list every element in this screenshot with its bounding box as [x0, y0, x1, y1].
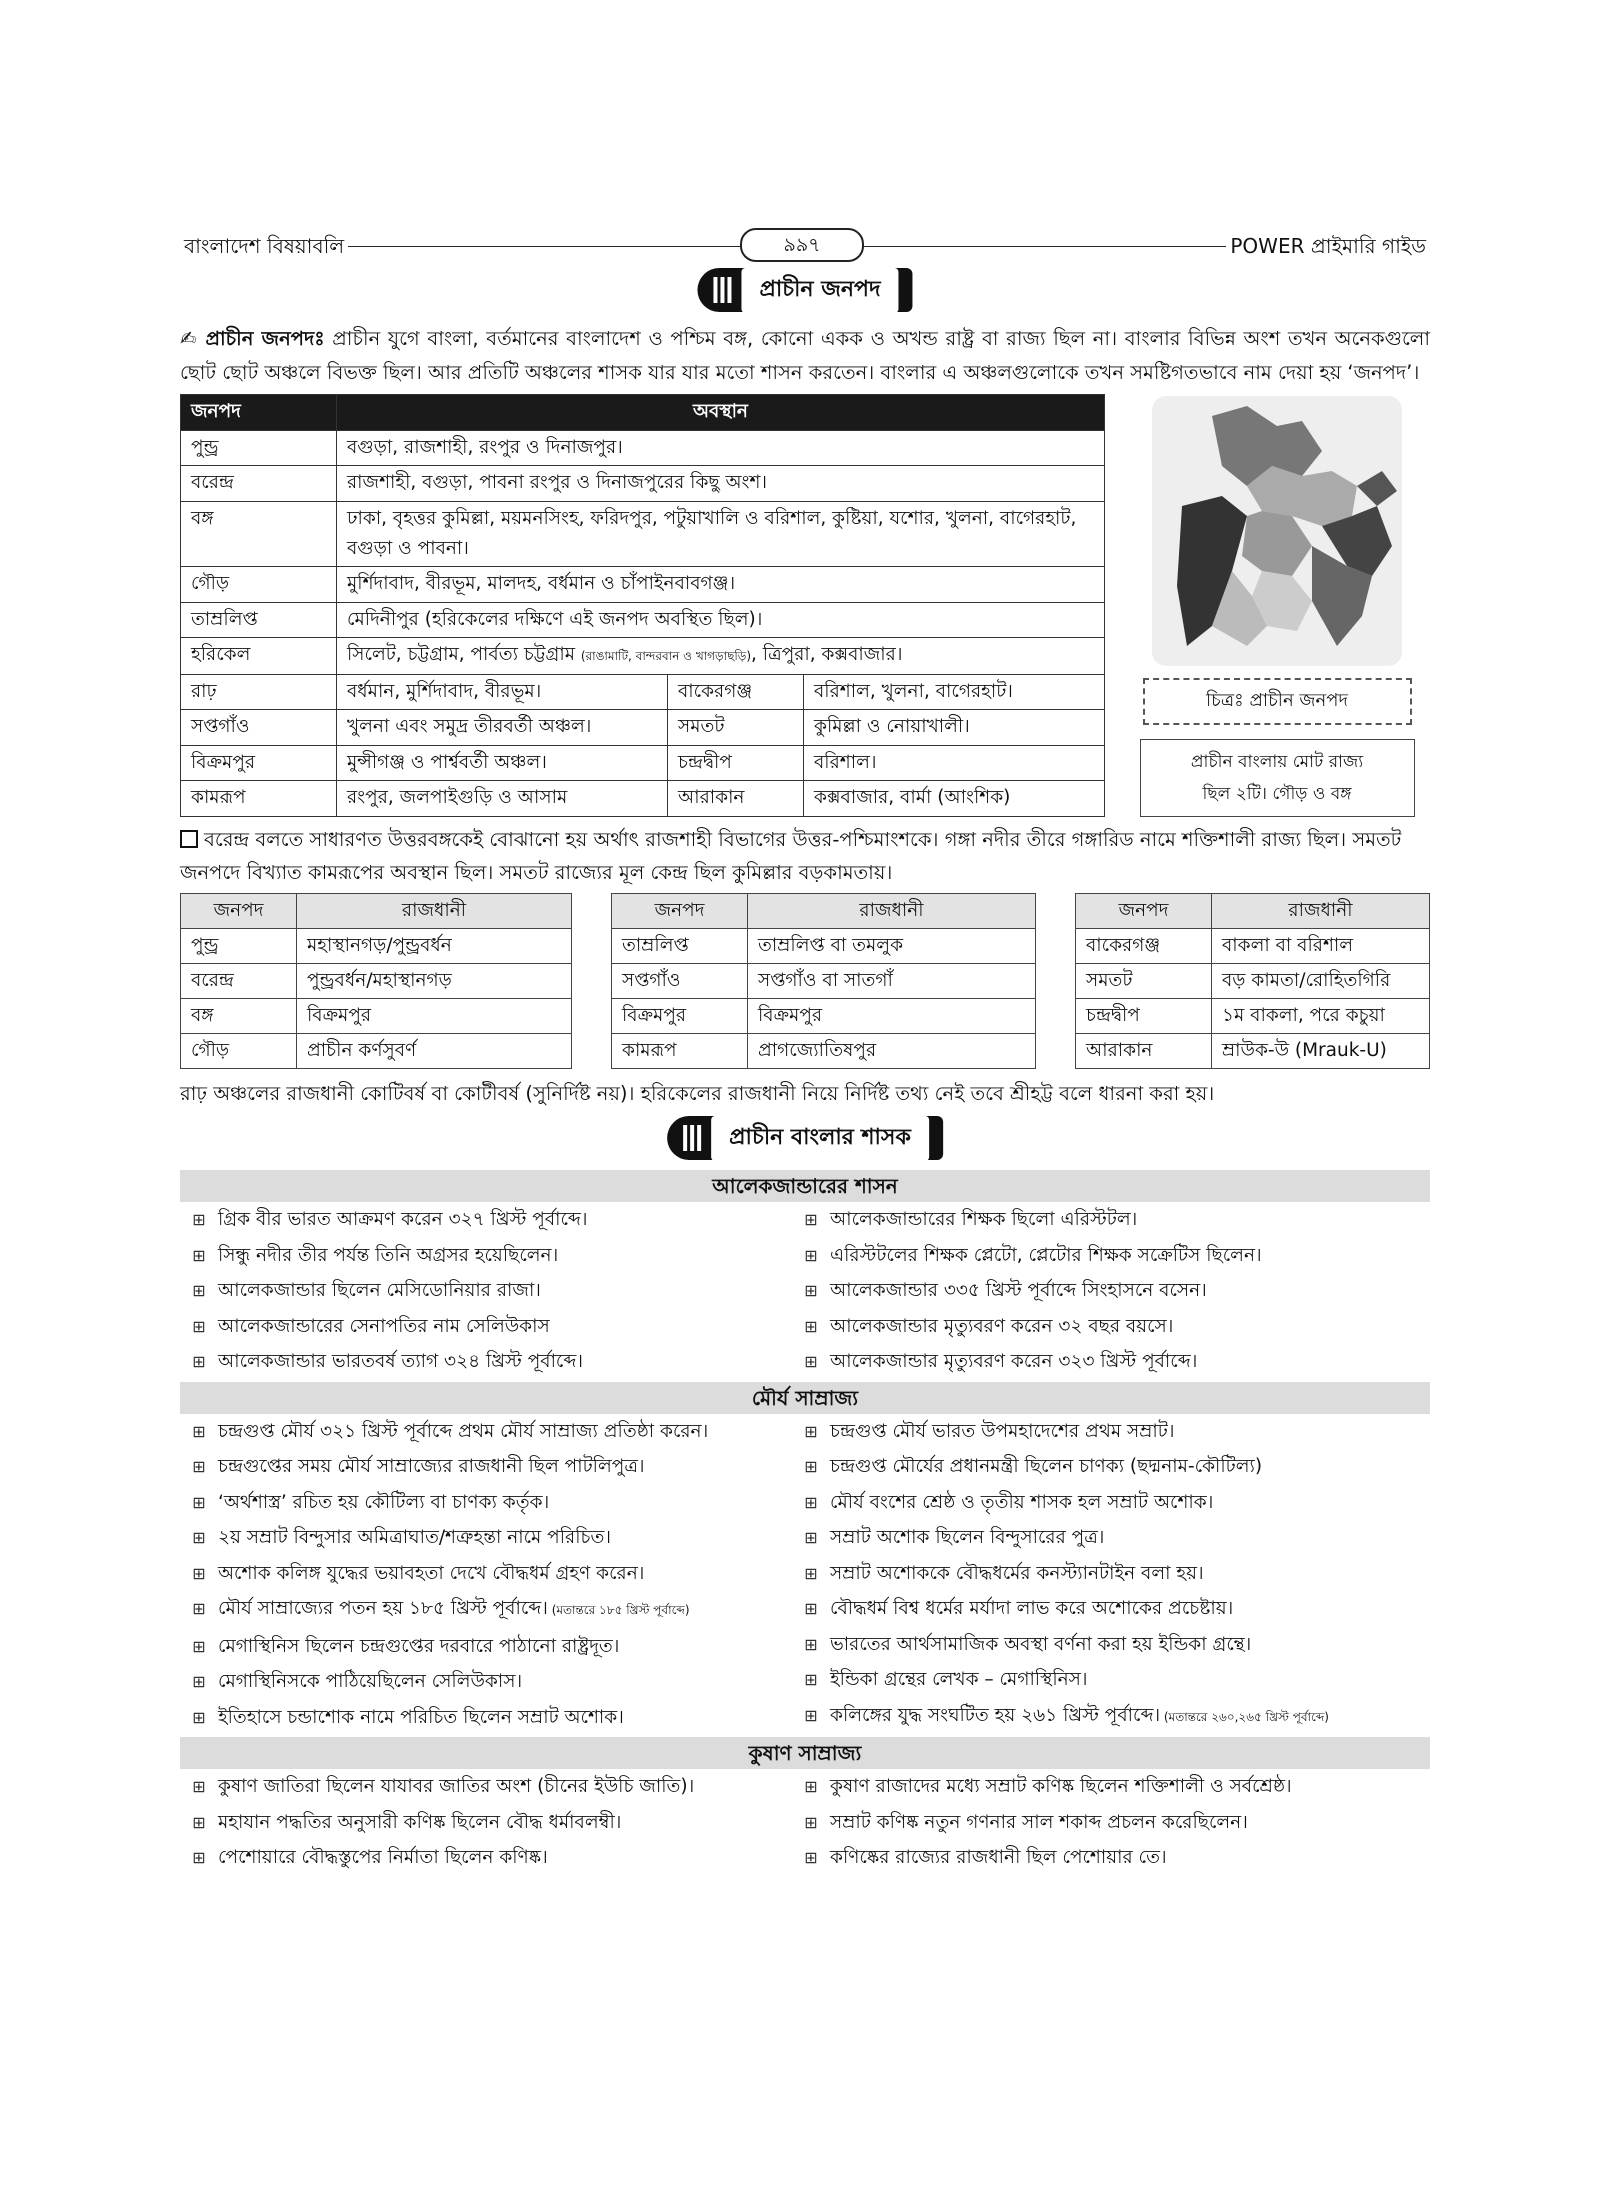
table-cell: কুমিল্লা ও নোয়াখালী।	[804, 710, 1105, 746]
table-cell: বিক্রমপুর	[181, 745, 337, 781]
capitals-tables	[180, 893, 1430, 1069]
capital-table-1	[180, 893, 572, 1069]
table-row	[181, 781, 1105, 817]
list-item	[180, 1840, 792, 1876]
bullet-icon: ⊞	[804, 1316, 818, 1336]
table-row	[1076, 964, 1430, 999]
side-panel	[1127, 394, 1427, 817]
item-text: মেগাস্থিনিস ছিলেন চন্দ্রগুপ্তের দরবারে পাঠানো রাষ্ট্রদূত।	[218, 1635, 620, 1657]
list-item	[180, 1344, 792, 1380]
capital-table-3	[1075, 893, 1430, 1069]
bullet-icon: ⊞	[804, 1812, 818, 1832]
table-row	[181, 567, 1105, 603]
table-cell: ঢাকা, বৃহত্তর কুমিল্লা, ময়মনসিংহ, ফরিদপুর, পটুয়াখালি ও বরিশাল, কুষ্টিয়া, যশোর, খুলনা, বাগেরহাট, বগুড়া ও পাবনা।	[337, 501, 1105, 567]
table-header: জনপদ	[1076, 894, 1212, 929]
bullet-icon: ⊞	[192, 1599, 206, 1618]
item-text: আলেকজান্ডার ভারতবর্ষ ত্যাগ ৩২৪ খ্রিস্ট পূর্বাব্দে।	[218, 1351, 583, 1372]
page-number: ৯৯৭	[740, 228, 864, 262]
item-text: মৌর্য বংশের শ্রেষ্ঠ ও তৃতীয় শাসক হল সম্রাট অশোক।	[830, 1491, 1214, 1513]
table-cell: চন্দ্রদ্বীপ	[668, 745, 804, 781]
table-header: অবস্থান	[337, 395, 1105, 431]
item-text: ইন্ডিকা গ্রন্থের লেখক – মেগাস্থিনিস।	[830, 1669, 1088, 1690]
rarh-paragraph: রাঢ় অঞ্চলের রাজধানী কোটিবর্ষ বা কোটীবর্ষ (সুনির্দিষ্ট নয়)। হরিকেলের রাজধানী নিয়ে নির্দিষ্ট তথ্য নেই তবে শ্রীহট্ট বলে ধারনা করা হয়।	[180, 1082, 1215, 1105]
list-item	[180, 1414, 792, 1450]
list-item	[180, 1769, 792, 1805]
list-item	[792, 1520, 1430, 1556]
table-cell: মুর্শিদাবাদ, বীরভূম, মালদহ, বর্ধমান ও চাঁপাইনবাবগঞ্জ।	[337, 567, 1105, 603]
table-cell: তাম্রলিপ্ত	[181, 602, 337, 638]
note-line: প্রাচীন বাংলায় মোট রাজ্য	[1190, 752, 1364, 772]
section-banner-rulers	[180, 1114, 1430, 1164]
table-cell: পুন্ড্র	[181, 430, 337, 466]
list-item	[180, 1664, 792, 1700]
table-cell: মহাস্থানগড়/পুন্ড্রবর্ধন	[297, 929, 572, 964]
table-cell: বঙ্গ	[181, 501, 337, 567]
bullet-icon: ⊞	[192, 1316, 206, 1336]
bullet-icon: ⊞	[192, 1672, 206, 1691]
table-cell: বরিশাল।	[804, 745, 1105, 781]
table-cell: বর্ধমান, মুর্শিদাবাদ, বীরভূম।	[337, 674, 668, 710]
item-text: সিন্ধু নদীর তীর পর্যন্ত তিনি অগ্রসর হয়েছিলেন।	[218, 1244, 559, 1266]
item-text: অশোক কলিঙ্গ যুদ্ধের ভয়াবহতা দেখে বৌদ্ধধর্ম গ্রহণ করেন।	[218, 1562, 645, 1584]
table-cell: বাকেরগঞ্জ	[668, 674, 804, 710]
table-cell: চন্দ্রদ্বীপ	[1076, 999, 1212, 1034]
header-left: বাংলাদেশ বিষয়াবলি	[180, 232, 348, 265]
bullet-icon: ⊞	[192, 1777, 206, 1796]
item-text: বৌদ্ধধর্ম বিশ্ব ধর্মের মর্যাদা লাভ করে অশোকের প্রচেষ্টায়।	[830, 1598, 1234, 1619]
table-cell: মুন্সীগঞ্জ ও পার্শ্ববর্তী অঞ্চল।	[337, 745, 668, 781]
pencil-icon	[713, 277, 731, 303]
table-row	[181, 674, 1105, 710]
table-cell: বিক্রমপুর	[748, 999, 1036, 1034]
table-cell: সপ্তগাঁও	[612, 964, 748, 999]
cell-text: সিলেট, চট্টগ্রাম, পার্বত্য চট্টগ্রাম	[347, 644, 581, 666]
item-text: ভারতের আর্থসামাজিক অবস্থা বর্ণনা করা হয় ইন্ডিকা গ্রন্থে।	[830, 1633, 1252, 1655]
bullet-icon: ⊞	[192, 1492, 206, 1512]
bullet-icon: ⊞	[192, 1281, 206, 1300]
list-item	[180, 1273, 792, 1309]
list-item	[792, 1449, 1430, 1485]
intro-text: প্রাচীন যুগে বাংলা, বর্তমানের বাংলাদেশ ও পশ্চিম বঙ্গ, কোনো একক ও অখন্ড রাষ্ট্র বা রাজ্য ছিল না। বাংলার বিভিন্ন অংশ তখন অনেকগুলো ছোট ছোট অঞ্চলে বিভক্ত ছিল। আর প্রতিটি অঞ্চলের শাসক যার যার মতো শাসন করতেন। বাংলার এ অঞ্চলগুলোকে তখন সমষ্টিগতভাবে নাম দেয়া হয় ‘জনপদ’।	[180, 327, 1430, 384]
table-header: রাজধানী	[748, 894, 1036, 929]
table-cell: বরিশাল, খুলনা, বাগেরহাট।	[804, 674, 1105, 710]
table-cell: হরিকেল	[181, 638, 337, 675]
item-text: চন্দ্রগুপ্ত মৌর্য ভারত উপমহাদেশের প্রথম সম্রাট।	[830, 1420, 1175, 1442]
item-text: আলেকজান্ডার মৃত্যুবরণ করেন ৩২ বছর বয়সে।	[830, 1315, 1174, 1337]
table-row	[181, 745, 1105, 781]
list-item	[180, 1591, 792, 1629]
list-item	[792, 1414, 1430, 1450]
table-cell: ১ম বাকলা, পরে কচুয়া	[1212, 999, 1430, 1034]
list-item	[792, 1273, 1430, 1309]
table-cell: মেদিনীপুর (হরিকেলের দক্ষিণে এই জনপদ অবস্থিত ছিল)।	[337, 602, 1105, 638]
table-cell: আরাকান	[1076, 1034, 1212, 1069]
table-cell: কক্সবাজার, বার্মা (আংশিক)	[804, 781, 1105, 817]
bullet-icon: ⊞	[804, 1528, 818, 1547]
table-header: জনপদ	[181, 395, 337, 431]
list-item	[792, 1309, 1430, 1345]
list-item	[180, 1520, 792, 1556]
square-bullet-icon	[180, 830, 198, 848]
page-header	[180, 222, 1430, 262]
table-cell: বরেন্দ্র	[181, 466, 337, 502]
cell-note: (রাঙামাটি, বান্দরবান ও খাগড়াছড়ি)	[580, 649, 752, 664]
table-row	[612, 999, 1036, 1034]
list-item	[792, 1840, 1430, 1876]
map-illustration	[1152, 396, 1402, 666]
bullet-icon: ⊞	[804, 1245, 818, 1265]
list-item	[792, 1485, 1430, 1521]
item-text: আলেকজান্ডার ৩৩৫ খ্রিস্ট পূর্বাব্দে সিংহাসনে বসেন।	[830, 1280, 1207, 1301]
bullet-icon: ⊞	[192, 1636, 206, 1656]
list-item	[792, 1769, 1430, 1805]
alexander-facts	[180, 1202, 1430, 1380]
table-cell: সমতট	[1076, 964, 1212, 999]
item-text: কুষাণ রাজাদের মধ্যে সম্রাট কণিষ্ক ছিলেন শক্তিশালী ও সর্বশ্রেষ্ঠ।	[830, 1776, 1292, 1797]
list-item	[180, 1700, 792, 1736]
item-text: আলেকজান্ডারের সেনাপতির নাম সেলিউকাস	[218, 1315, 550, 1337]
bullet-icon: ⊞	[192, 1812, 206, 1832]
table-header: রাজধানী	[1212, 894, 1430, 929]
list-item	[792, 1627, 1430, 1663]
table-row	[612, 1034, 1036, 1069]
table-cell: খুলনা এবং সমুদ্র তীরবর্তী অঞ্চল।	[337, 710, 668, 746]
bullet-icon: ⊞	[804, 1634, 818, 1654]
list-item	[180, 1238, 792, 1274]
bullet-icon: ⊞	[804, 1563, 818, 1583]
table-row	[181, 430, 1105, 466]
table-cell: তাম্রলিপ্ত	[612, 929, 748, 964]
subsection-maurya: মৌর্য সাম্রাজ্য	[180, 1382, 1430, 1414]
map-caption: চিত্রঃ প্রাচীন জনপদ	[1143, 678, 1412, 725]
item-text: চন্দ্রগুপ্তের সময় মৌর্য সাম্রাজ্যের রাজধানী ছিল পাটলিপুত্র।	[218, 1456, 645, 1477]
bullet-icon: ⊞	[192, 1528, 206, 1547]
section-banner-janapada	[180, 266, 1430, 316]
table-row	[1076, 1034, 1430, 1069]
table-row	[612, 929, 1036, 964]
table-row	[181, 638, 1105, 675]
table-cell: রাজশাহী, বগুড়া, পাবনা রংপুর ও দিনাজপুরের কিছু অংশ।	[337, 466, 1105, 502]
table-cell: বিক্রমপুর	[612, 999, 748, 1034]
list-item	[792, 1805, 1430, 1841]
page	[180, 222, 1430, 1876]
bullet-icon: ⊞	[804, 1421, 818, 1441]
capital-table-2	[611, 893, 1036, 1069]
bullet-icon: ⊞	[804, 1599, 818, 1618]
list-item	[180, 1485, 792, 1521]
list-item	[180, 1556, 792, 1592]
item-text: এরিস্টটলের শিক্ষক প্লেটো, প্লেটোর শিক্ষক সক্রেটিস ছিলেন।	[830, 1244, 1262, 1266]
item-text: কুষাণ জাতিরা ছিলেন যাযাবর জাতির অংশ (চীনের ইউচি জাতি)।	[218, 1776, 695, 1797]
table-cell: পুন্ড্রবর্ধন/মহাস্থানগড়	[297, 964, 572, 999]
bullet-icon: ⊞	[804, 1705, 818, 1725]
list-item	[792, 1591, 1430, 1627]
bullet-icon: ⊞	[192, 1848, 206, 1867]
table-row	[181, 964, 572, 999]
item-text: ‘অর্থশাস্ত্র’ রচিত হয় কৌটিল্য বা চাণক্য কর্তৃক।	[218, 1491, 550, 1513]
table-cell: রাঢ়	[181, 674, 337, 710]
item-text: মৌর্য সাম্রাজ্যের পতন হয় ১৮৫ খ্রিস্ট পূর্বাব্দে।	[218, 1598, 548, 1619]
table-header: জনপদ	[181, 894, 297, 929]
table-cell: গৌড়	[181, 1034, 297, 1069]
table-cell: সমতট	[668, 710, 804, 746]
table-cell: কামরূপ	[612, 1034, 748, 1069]
table-row	[181, 999, 572, 1034]
list-item	[792, 1202, 1430, 1238]
bullet-icon: ⊞	[804, 1352, 818, 1371]
item-text: ২য় সম্রাট বিন্দুসার অমিত্রাঘাত/শত্রুহন্তা নামে পরিচিত।	[218, 1527, 611, 1548]
list-item	[180, 1805, 792, 1841]
bullet-icon: ⊞	[804, 1457, 818, 1476]
table-row	[181, 602, 1105, 638]
table-row	[181, 466, 1105, 502]
table-cell: বরেন্দ্র	[181, 964, 297, 999]
list-item	[180, 1202, 792, 1238]
table-cell: প্রাচীন কর্ণসুবর্ণ	[297, 1034, 572, 1069]
table-cell: সপ্তগাঁও	[181, 710, 337, 746]
table-cell	[337, 638, 1105, 675]
list-item	[792, 1698, 1430, 1736]
item-text: সম্রাট অশোককে বৌদ্ধধর্মের কনস্ট্যানটাইন বলা হয়।	[830, 1562, 1204, 1584]
bullet-icon: ⊞	[192, 1245, 206, 1265]
janapada-location-table	[180, 394, 1105, 817]
bullet-icon: ⊞	[804, 1281, 818, 1300]
item-text: আলেকজান্ডারের শিক্ষক ছিলো এরিস্টটল।	[830, 1209, 1138, 1230]
table-cell: বঙ্গ	[181, 999, 297, 1034]
item-text: সম্রাট কণিষ্ক নতুন গণনার সাল শকাব্দ প্রচলন করেছিলেন।	[830, 1811, 1248, 1833]
note-line: ছিল ২টি। গৌড় ও বঙ্গ	[1202, 784, 1352, 804]
table-row	[181, 501, 1105, 567]
table-row	[1076, 929, 1430, 964]
table-cell: বড় কামতা/রোহিতগিরি	[1212, 964, 1430, 999]
edit-icon: ✍	[180, 327, 198, 350]
list-item	[180, 1629, 792, 1665]
bullet-icon: ⊞	[192, 1352, 206, 1371]
subsection-kushan: কুষাণ সাম্রাজ্য	[180, 1737, 1430, 1769]
item-text: আলেকজান্ডার ছিলেন মেসিডোনিয়ার রাজা।	[218, 1280, 541, 1301]
item-text: মহাযান পদ্ধতির অনুসারী কণিষ্ক ছিলেন বৌদ্ধ ধর্মাবলম্বী।	[218, 1811, 622, 1833]
list-item	[792, 1556, 1430, 1592]
barendra-paragraph	[180, 823, 1430, 889]
bullet-icon: ⊞	[804, 1848, 818, 1867]
table-cell: প্রাগজ্যোতিষপুর	[748, 1034, 1036, 1069]
item-note: (মতান্তরে ২৬০,২৬৫ খ্রিস্ট পূর্বাব্দে)	[1160, 1709, 1329, 1724]
item-text: গ্রিক বীর ভারত আক্রমণ করেন ৩২৭ খ্রিস্ট পূর্বাব্দে।	[218, 1209, 588, 1230]
table-cell: তাম্রলিপ্ত বা তমলুক	[748, 929, 1036, 964]
table-cell: আরাকান	[668, 781, 804, 817]
table-row	[181, 1034, 572, 1069]
table-row	[1076, 999, 1430, 1034]
bullet-icon: ⊞	[192, 1457, 206, 1476]
subsection-alexander: আলেকজান্ডারের শাসন	[180, 1170, 1430, 1202]
bullet-icon: ⊞	[804, 1210, 818, 1229]
list-item	[792, 1344, 1430, 1380]
bullet-icon: ⊞	[192, 1210, 206, 1229]
bullet-icon: ⊞	[804, 1492, 818, 1512]
table-cell: বিক্রমপুর	[297, 999, 572, 1034]
section-title: প্রাচীন বাংলার শাসক	[711, 1116, 929, 1161]
bullet-icon: ⊞	[804, 1777, 818, 1796]
table-cell: ম্রাউক-উ (Mrauk-U)	[1212, 1034, 1430, 1069]
list-item	[180, 1449, 792, 1485]
table-cell: পুন্ড্র	[181, 929, 297, 964]
table-header: জনপদ	[612, 894, 748, 929]
bullet-icon: ⊞	[192, 1421, 206, 1441]
item-note: (মতান্তরে ১৮৫ খ্রিস্ট পূর্বাব্দে)	[547, 1603, 690, 1617]
bullet-icon: ⊞	[804, 1670, 818, 1689]
item-text: কণিষ্কের রাজ্যের রাজধানী ছিল পেশোয়ার তে।	[830, 1847, 1167, 1868]
item-text: ইতিহাসে চন্ডাশোক নামে পরিচিত ছিলেন সম্রাট অশোক।	[218, 1706, 624, 1728]
header-right: POWER প্রাইমারি গাইড	[1226, 232, 1430, 265]
item-text: চন্দ্রগুপ্ত মৌর্যের প্রধানমন্ত্রী ছিলেন চাণক্য (ছদ্মনাম-কৌটিল্য)	[830, 1456, 1263, 1477]
cell-text: , ত্রিপুরা, কক্সবাজার।	[751, 644, 903, 666]
note-box	[1140, 739, 1415, 817]
table-cell: গৌড়	[181, 567, 337, 603]
table-header: রাজধানী	[297, 894, 572, 929]
list-item	[180, 1309, 792, 1345]
item-text: কলিঙ্গের যুদ্ধ সংঘটিত হয় ২৬১ খ্রিস্ট পূর্বাব্দে।	[830, 1704, 1161, 1726]
table-row	[181, 929, 572, 964]
table-cell: বগুড়া, রাজশাহী, রংপুর ও দিনাজপুর।	[337, 430, 1105, 466]
section-title: প্রাচীন জনপদ	[741, 268, 898, 313]
item-text: চন্দ্রগুপ্ত মৌর্য ৩২১ খ্রিস্ট পূর্বাব্দে প্রথম মৌর্য সাম্রাজ্য প্রতিষ্ঠা করেন।	[218, 1420, 709, 1442]
maurya-facts	[180, 1414, 1430, 1736]
table-cell: বাকেরগঞ্জ	[1076, 929, 1212, 964]
table-cell: বাকলা বা বরিশাল	[1212, 929, 1430, 964]
list-item	[792, 1662, 1430, 1698]
table-cell: কামরূপ	[181, 781, 337, 817]
bengal-map-image	[1152, 396, 1402, 666]
item-text: সম্রাট অশোক ছিলেন বিন্দুসারের পুত্র।	[830, 1527, 1105, 1548]
paragraph-text: বরেন্দ্র বলতে সাধারণত উত্তরবঙ্গকেই বোঝানো হয় অর্থাৎ রাজশাহী বিভাগের উত্তর-পশ্চিমাংশকে। গঙ্গা নদীর তীরে গঙ্গারিড নামে শক্তিশালী রাজ্য ছিল। সমতট জনপদে বিখ্যাত কামরূপের অবস্থান ছিল। সমতট রাজ্যের মূল কেন্দ্র ছিল কুমিল্লার বড়কামতায়।	[180, 828, 1402, 884]
item-text: পেশোয়ারে বৌদ্ধস্তুপের নির্মাতা ছিলেন কণিষ্ক।	[218, 1847, 548, 1868]
bullet-icon: ⊞	[192, 1563, 206, 1583]
item-text: আলেকজান্ডার মৃত্যুবরণ করেন ৩২৩ খ্রিস্ট পূর্বাব্দে।	[830, 1351, 1198, 1372]
intro-term: প্রাচীন জনপদঃ	[205, 327, 325, 350]
table-row	[181, 710, 1105, 746]
list-item	[792, 1238, 1430, 1274]
table-cell: সপ্তগাঁও বা সাতগাঁ	[748, 964, 1036, 999]
pencil-icon	[683, 1125, 701, 1151]
item-text: মেগাস্থিনিসকে পাঠিয়েছিলেন সেলিউকাস।	[218, 1671, 523, 1692]
intro-paragraph	[180, 322, 1430, 390]
bullet-icon: ⊞	[192, 1707, 206, 1727]
table-cell: রংপুর, জলপাইগুড়ি ও আসাম	[337, 781, 668, 817]
table-row	[612, 964, 1036, 999]
kushan-facts	[180, 1769, 1430, 1876]
